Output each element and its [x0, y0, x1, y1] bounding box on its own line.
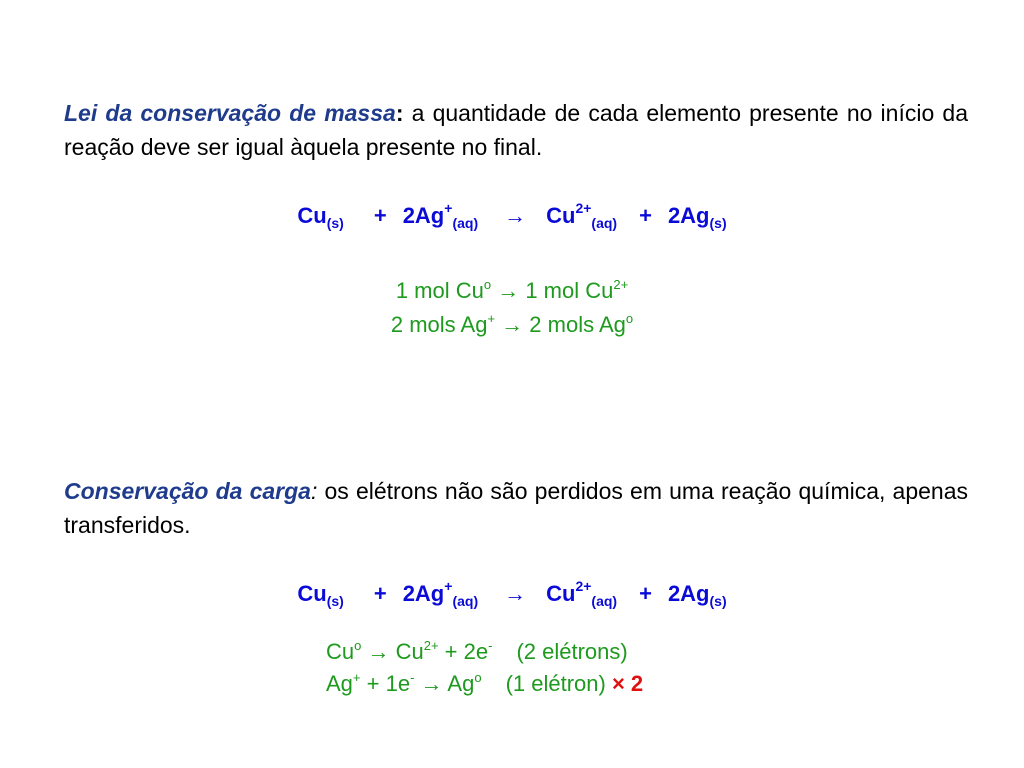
charge-conservation-text: os elétrons não são perdidos em uma reação química, apenas transferidos. — [64, 478, 968, 538]
half-1-sup2: 2+ — [423, 638, 439, 653]
eq1-ag: 2Ag — [667, 203, 710, 228]
eq1-cu-ion: Cu — [546, 203, 576, 228]
eq2-plus-1: + — [373, 581, 387, 606]
mass-heading-colon: : — [395, 100, 404, 126]
charge-conservation-heading: Conservação da carga — [64, 478, 311, 504]
mass-conservation-heading: Lei da conservação de massa — [64, 100, 396, 126]
mass-line-2-sup2: o — [625, 311, 634, 326]
eq1-plus-1: + — [373, 203, 387, 228]
eq2-cu-ion: Cu — [546, 581, 576, 606]
reaction-equation-1 — [0, 200, 1024, 231]
eq2-arrow: → — [504, 581, 527, 606]
half-1-c: + 2e — [438, 639, 489, 664]
mass-line-2 — [0, 302, 1024, 342]
mass-conservation-text: a quantidade de cada elemento presente no início da reação deve ser igual àquela presente no final. — [64, 100, 968, 160]
eq1-cu-ion-charge: 2+ — [575, 200, 592, 216]
eq2-cu-ion-state: (aq) — [591, 593, 618, 609]
half-2-sup1: + — [352, 670, 361, 685]
eq2-ag-ion: 2Ag — [402, 581, 445, 606]
eq2-cu-state: (s) — [326, 593, 344, 609]
half-2-c: → Ag — [414, 671, 475, 696]
charge-conservation-paragraph — [64, 474, 968, 542]
mass-line-2-a: 2 mols Ag — [390, 312, 488, 337]
mass-conservation-paragraph — [64, 96, 968, 164]
half-2-note: (1 elétron) — [505, 671, 612, 696]
half-1-sup1: o — [354, 638, 362, 653]
eq1-cu-state: (s) — [326, 215, 344, 231]
half-2-sup3: o — [474, 670, 482, 685]
half-2-b: + 1e — [360, 671, 411, 696]
reaction-equation-2 — [0, 578, 1024, 609]
mass-line-1-sup1: o — [483, 277, 492, 292]
eq2-cu-ion-charge: 2+ — [575, 578, 592, 594]
multiplier-badge: × 2 — [611, 671, 644, 696]
eq2-ag-ion-charge: + — [444, 578, 453, 594]
mass-line-1-b: → 1 mol Cu — [491, 278, 614, 303]
eq2-plus-2: + — [639, 581, 652, 606]
charge-heading-colon: : — [310, 478, 318, 504]
eq1-ag-ion-charge: + — [444, 200, 453, 216]
mass-line-2-b: → 2 mols Ag — [495, 312, 626, 337]
eq1-ag-ion: 2Ag — [402, 203, 445, 228]
eq2-cu: Cu — [297, 581, 327, 606]
mass-line-2-sup1: + — [487, 311, 496, 326]
half-1-sup3: - — [488, 638, 493, 653]
eq1-arrow: → — [504, 203, 527, 228]
eq2-ag-ion-state: (aq) — [452, 593, 479, 609]
half-1-note: (2 elétrons) — [516, 639, 628, 664]
eq1-plus-2: + — [639, 203, 652, 228]
eq1-ag-ion-state: (aq) — [452, 215, 479, 231]
eq2-ag: 2Ag — [667, 581, 710, 606]
eq1-ag-state: (s) — [709, 215, 727, 231]
mass-line-1-sup2: 2+ — [613, 277, 629, 292]
eq2-ag-state: (s) — [709, 593, 727, 609]
half-reaction-2 — [326, 662, 643, 700]
eq1-cu: Cu — [297, 203, 327, 228]
eq1-cu-ion-state: (aq) — [591, 215, 618, 231]
mass-line-1-a: 1 mol Cu — [395, 278, 484, 303]
half-2-sup2: - — [410, 670, 415, 685]
half-2-a: Ag — [326, 671, 353, 696]
half-1-a: Cu — [326, 639, 355, 664]
half-1-b: → Cu — [361, 639, 424, 664]
